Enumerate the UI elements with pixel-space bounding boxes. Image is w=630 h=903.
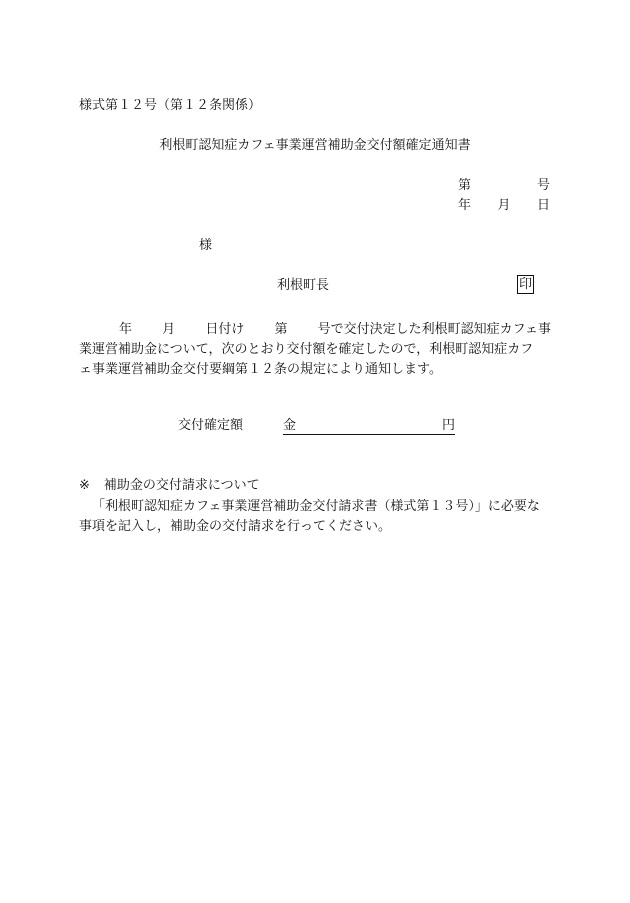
body-line-1-day: 日付け xyxy=(205,322,245,337)
note-line-1: 「利根町認知症カフェ事業運営補助金交付請求書（様式第１３号）」に必要な xyxy=(92,499,540,514)
issue-date xyxy=(458,199,550,212)
note-body xyxy=(79,497,551,537)
document-number xyxy=(458,179,550,192)
amount-label: 交付確定額 xyxy=(178,418,244,433)
sender-name: 利根町長 xyxy=(277,278,330,293)
amount-field xyxy=(283,419,455,435)
date-year: 年 xyxy=(458,198,472,213)
body-line-2: 業運営補助金について，次のとおり交付額を確定したので，利根町認知症カフ xyxy=(79,342,534,357)
document-title: 利根町認知症カフェ事業運営補助金交付額確定通知書 xyxy=(159,138,471,153)
amount-suffix: 円 xyxy=(441,418,455,433)
body-line-1-text: 号で交付決定した利根町認知症カフェ事 xyxy=(317,322,551,337)
body-line-1-month: 月 xyxy=(162,322,176,337)
note-heading xyxy=(79,479,260,492)
body-line-1-year: 年 xyxy=(119,322,133,337)
body-line-3: ェ事業運営補助金交付要綱第１２条の規定により通知します。 xyxy=(79,362,442,377)
form-number: 様式第１２号（第１２条関係） xyxy=(79,98,262,113)
note-heading-text: 補助金の交付請求について xyxy=(103,478,260,493)
body-line-1-number: 第 xyxy=(274,322,288,337)
seal-mark: 印 xyxy=(519,277,533,292)
note-mark: ※ xyxy=(79,478,90,493)
note-line-2: 事項を記入し，補助金の交付請求を行ってください。 xyxy=(79,519,392,534)
document-number-prefix: 第 xyxy=(458,178,472,193)
notice-body xyxy=(79,320,551,380)
addressee: 様 xyxy=(199,238,213,253)
amount-prefix: 金 xyxy=(283,418,297,433)
document-number-suffix: 号 xyxy=(536,178,550,193)
date-month: 月 xyxy=(497,198,511,213)
date-day: 日 xyxy=(536,198,550,213)
body-line-1 xyxy=(79,320,551,340)
